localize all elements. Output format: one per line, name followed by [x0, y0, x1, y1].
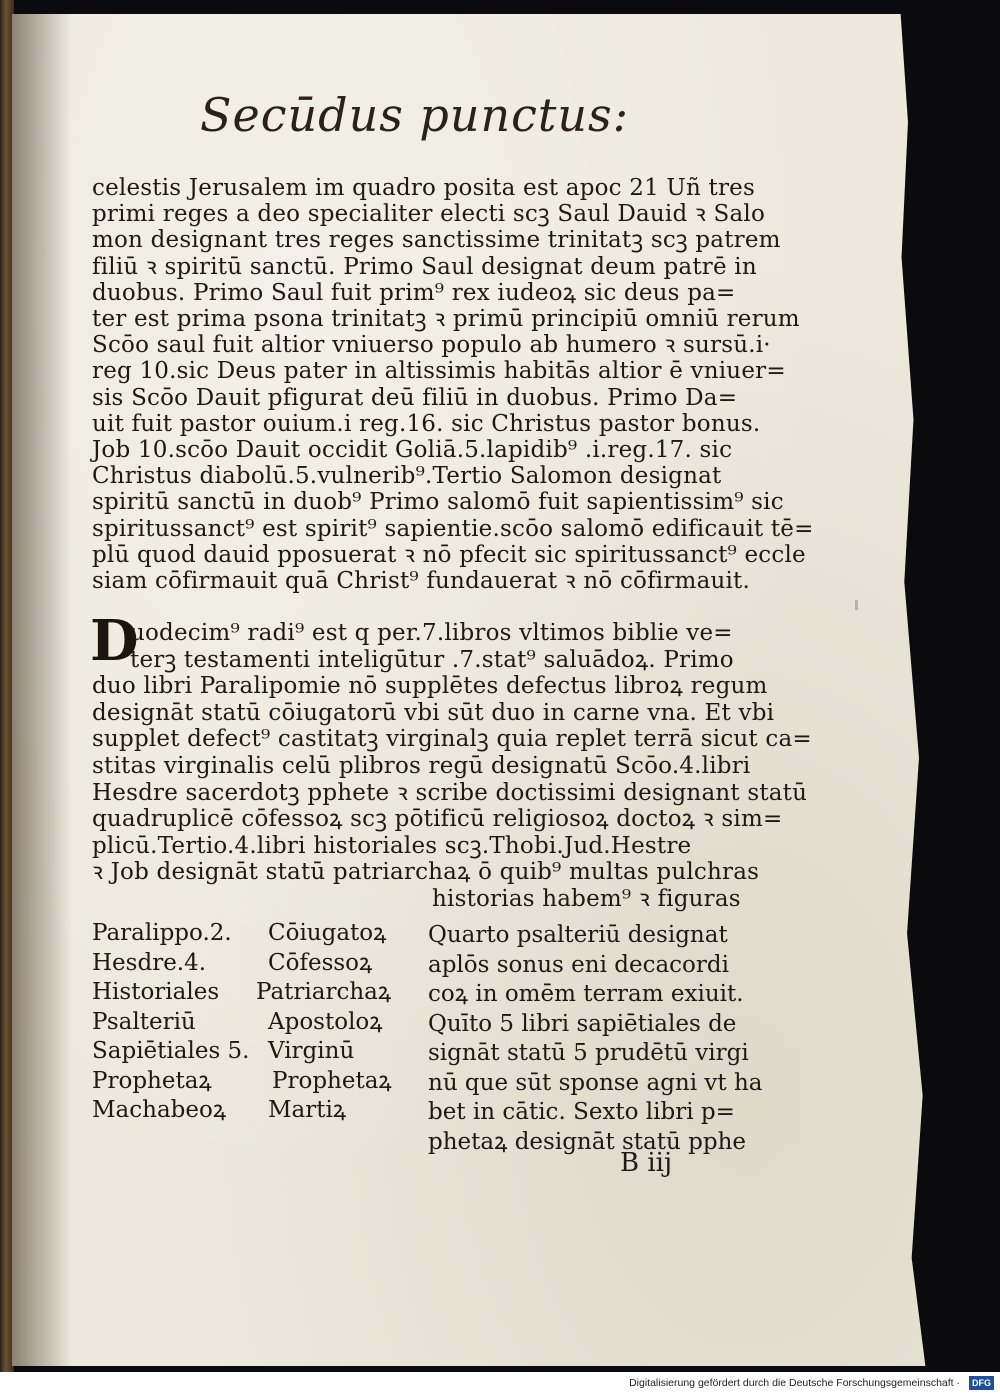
text-line: bet in cātic. Sexto libri p=: [428, 1099, 735, 1125]
text-line: Job 10.scōo Dauit occidit Goliā.5.lapidib⁹ .i.reg.17. sic: [92, 437, 733, 463]
text-line: Quarto psalteriū designat: [428, 922, 728, 948]
text-line: Scōo saul fuit altior vniuerso populo ab humero ꝛ sursū.i·: [92, 332, 771, 359]
table-status-cell: Cōiugatoꝝ: [268, 920, 387, 946]
text-line: terꝫ testamenti inteligūtur .7.stat⁹ saluādoꝝ. Primo: [130, 646, 734, 673]
text-line: historias habem⁹ ꝛ figuras: [432, 886, 741, 912]
text-line: uit fuit pastor ouium.i reg.16. sic Christus pastor bonus.: [92, 410, 761, 437]
drop-capital: D: [90, 608, 139, 674]
table-book-cell: Psalteriū: [92, 1008, 196, 1035]
paper-speck: [855, 600, 858, 610]
text-line: ꝛ Job designāt statū patriarchaꝝ ō quib⁹ multas pulchras: [92, 859, 760, 886]
table-book-cell: Machabeoꝝ: [92, 1097, 227, 1123]
text-line: filiū ꝛ spiritū sanctū. Primo Saul designat deum patrē in: [92, 253, 757, 280]
table-status-cell: Virginū: [268, 1038, 355, 1064]
gutter-shadow: [12, 14, 72, 1366]
footer-bar: [0, 1372, 1000, 1397]
text-line: primi reges a deo specialiter electi scꝫ Saul Dauid ꝛ Salo: [92, 201, 765, 228]
text-line: Quīto 5 libri sapiētiales de: [428, 1010, 737, 1037]
funding-credit: Digitalisierung gefördert durch die Deutsche Forschungsgemeinschaft ·: [629, 1377, 960, 1389]
text-line: nū que sūt sponse agni vt ha: [428, 1069, 763, 1096]
table-book-cell: Prophetaꝝ: [92, 1067, 212, 1094]
dfg-logo: DFG: [969, 1376, 994, 1390]
table-status-cell: Martiꝝ: [268, 1097, 347, 1123]
text-line: Christus diabolū.5.vulnerib⁹.Tertio Salomon designat: [92, 463, 722, 490]
text-line: mon designant tres reges sanctissime trinitatꝫ scꝫ patrem: [92, 227, 781, 254]
text-line: spiritū sanctū in duob⁹ Primo salomō fuit sapientissim⁹ sic: [92, 489, 784, 516]
text-line: plū quod dauid pposuerat ꝛ nō pfecit sic spiritussanct⁹ eccle: [92, 541, 806, 568]
text-line: ter est prima psona trinitatꝫ ꝛ primū principiū omniū rerum: [92, 306, 800, 332]
text-line: aplōs sonus eni decacordi: [428, 951, 729, 978]
text-line: uodecim⁹ radi⁹ est q per.7.libros vltimos biblie ve=: [130, 620, 733, 646]
text-line: reg 10.sic Deus pater in altissimis habitās altior ē vniuer=: [92, 358, 786, 385]
text-line: Hesdre sacerdotꝫ pphete ꝛ scribe doctissimi designant statū: [92, 779, 808, 806]
text-line: designāt statū cōiugatorū vbi sūt duo in carne vna. Et vbi: [92, 699, 775, 726]
text-line: siam cōfirmauit quā Christ⁹ fundauerat ꝛ nō cōfirmauit.: [92, 568, 751, 594]
text-line: plicū.Tertio.4.libri historiales scꝫ.Thobi.Jud.Hestre: [92, 832, 692, 859]
text-line: spiritussanct⁹ est spirit⁹ sapientie.scōo salomō edificauit tē=: [92, 515, 814, 542]
table-book-cell: Hesdre.4.: [92, 949, 207, 976]
text-line: stitas virginalis celū plibros regū designatū Scōo.4.libri: [92, 753, 751, 779]
table-status-cell: Apostoloꝝ: [268, 1008, 383, 1035]
text-line: phetaꝝ designāt statū pphe: [428, 1128, 746, 1155]
table-book-cell: Historiales: [92, 979, 220, 1005]
text-line: celestis Jerusalem im quadro posita est apoc 21 Uñ tres: [92, 175, 755, 201]
table-status-cell: Cōfessoꝝ: [268, 949, 373, 976]
text-line: quadruplicē cōfessoꝝ scꝫ pōtificū religiosoꝝ doctoꝝ ꝛ sim=: [92, 806, 783, 833]
table-status-cell: Prophetaꝝ: [272, 1067, 392, 1094]
text-line: sis Scōo Dauit pfigurat deū filiū in duobus. Primo Da=: [92, 384, 738, 411]
text-line: supplet defect⁹ castitatꝫ virginalꝫ quia replet terrā sicut ca=: [92, 726, 812, 753]
text-line: coꝝ in omēm terram exiuit.: [428, 981, 744, 1007]
text-line: signāt statū 5 prudētū virgi: [428, 1040, 749, 1066]
text-line: duo libri Paralipomie nō supplētes defectus libroꝝ regum: [92, 673, 768, 700]
table-book-cell: Sapiētiales 5.: [92, 1038, 250, 1064]
table-status-cell: Patriarchaꝝ: [256, 979, 392, 1005]
text-line: duobus. Primo Saul fuit prim⁹ rex iudeoꝝ sic deus pa=: [92, 279, 736, 306]
table-book-cell: Paralippo.2.: [92, 920, 232, 946]
signature-mark: B iij: [620, 1148, 673, 1178]
page-heading: Secūdus punctus:: [200, 88, 630, 142]
